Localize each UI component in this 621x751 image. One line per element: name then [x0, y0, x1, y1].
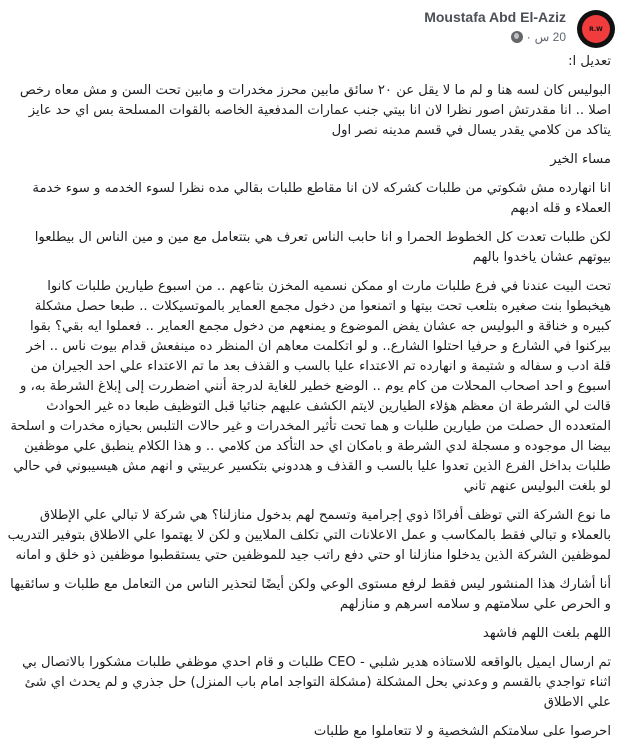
author-name[interactable]: Moustafa Abd El-Aziz — [424, 9, 566, 25]
post-meta — [511, 30, 566, 44]
post-timestamp[interactable]: 20 س — [534, 30, 566, 44]
author-avatar[interactable] — [577, 10, 615, 48]
post-paragraph: احرصوا على سلامتكم الشخصية و لا تتعاملوا مع طلبات — [313, 724, 611, 739]
post-paragraph: تم ارسال ايميل بالواقعه للاستاذه هدير شلبي - CEO طلبات و قام احدي موظفي طلبات مشكورا بالاتصال بي اثناء تواجدي بالقسم و وعدني بحل المشكلة (مشكلة التواجد امام باب المنزل) حل جذري و لم يحدث اي شئ علي الاطلاق — [22, 655, 611, 710]
post-paragraph: ما نوع الشركة التي توظف أفرادًا ذوي إجرامية وتسمح لهم بدخول منازلنا؟ هي شركة لا تبالي علي الإطلاق بالعملاء و تبالي فقط بالمكاسب و عمل الاعلانات التي تكلف الملايين و لكن لا يهتموا علي الاطلاق بتوفير التدريب لموظفين الشركة الذين يدخلوا منازلنا او حتي دفع راتب جيد للموظفين حتي يستقطبوا موظفين ذو خلق و امانه — [7, 508, 611, 563]
avatar-logo: R.W — [582, 15, 610, 43]
post-paragraph-edit-note: تعديل ا: — [568, 54, 611, 69]
post-paragraph-greeting: مساء الخير — [550, 152, 611, 167]
post-paragraph: تحت البيت عندنا في فرع طلبات مارت او ممكن نسميه المخزن بتاعهم .. من اسبوع طيارين طلبات كانوا هيخبطوا بنت صغيره بتلعب تحت بيتها و اتمنعوا من دخول مجمع العماير بالموتسيكلات .. طبعا حصل مشكلة كبيره و خناقة و البوليس جه عشان يفض الموضوع و يمنعهم من دخول مجمع العماير .. فعملوا ايه بقي؟ بقوا بيركنوا في الشارع و حرفيا احتلوا الشارع.. و لو اتكلمت معاهم ان المنظر ده مينفعش قدام بيوت ناس .. اخر قلة ادب و سفاله و شتيمة و انهارده تم الاعتداء عليا بالسب و القذف بعد ما تم الاعتداء علي احد الجيران من اسبوع و احد اصحاب المحلات من كام يوم .. الوضع خطير للغاية لدرجة أنني اضطررت إلى إبلاغ الشرطة به، و قالت لي الشرطة ان معظم هؤلاء الطيارين لايتم الكشف عليهم جنائيا قبل التوظيف طبعا ده غير الحوادث المتعدده ال حصلت من طيارين طلبات و هما تحت تأثير المخدرات و غير حالات التلبس بحيازه مخدرات و اسلحة بيضا ال موجوده و مسجلة لدي الشرطة و بامكان اي حد التأكد من كلامي .. و هذا الكلام ينطبق علي موظفين طلبات بداخل الفرع الذين تعدوا عليا بالسب و القذف و هددوني بتكسير عربيتي و انهم مش هيسيبوني في حالي لو بلغت البوليس عنهم تاني — [10, 279, 611, 494]
post-body — [6, 52, 611, 751]
post-paragraph: البوليس كان لسه هنا و لم ما لا يقل عن ٢٠ سائق مابين محرز مخدرات و مابين تحت السن و مش معاه رخص اصلا .. انا مقدرتش اصور نظرا لان انا بيتي جنب عمارات المدفعية الخاصه بالقوات المسلحة بس اي حد عايز يتاكد من كلامي يقدر يسال في قسم مدينه نصر اول — [19, 83, 611, 138]
post-paragraph: اللهم بلغت اللهم فاشهد — [482, 626, 611, 641]
meta-separator: · — [526, 30, 531, 44]
post-paragraph: أنا أشارك هذا المنشور ليس فقط لرفع مستوى الوعي ولكن أيضًا لتحذير الناس من التعامل مع طلبات و سائقيها و الحرص علي سلامتهم و سلامه اسرهم و منازلهم — [10, 577, 611, 612]
globe-icon[interactable] — [511, 31, 523, 43]
post-paragraph: انا انهارده مش شكوتي من طلبات كشركه لان انا مقاطع طلبات بقالي مده نظرا لسوء الخدمه و سوء خدمة العملاء و قله ادبهم — [32, 181, 611, 216]
post-header — [0, 0, 621, 50]
post-paragraph: لكن طلبات تعدت كل الخطوط الحمرا و انا حابب الناس تعرف هي بتتعامل مع مين و مين الناس ال بيطلعوا بيوتهم عشان ياخدوا بالهم — [34, 230, 611, 265]
